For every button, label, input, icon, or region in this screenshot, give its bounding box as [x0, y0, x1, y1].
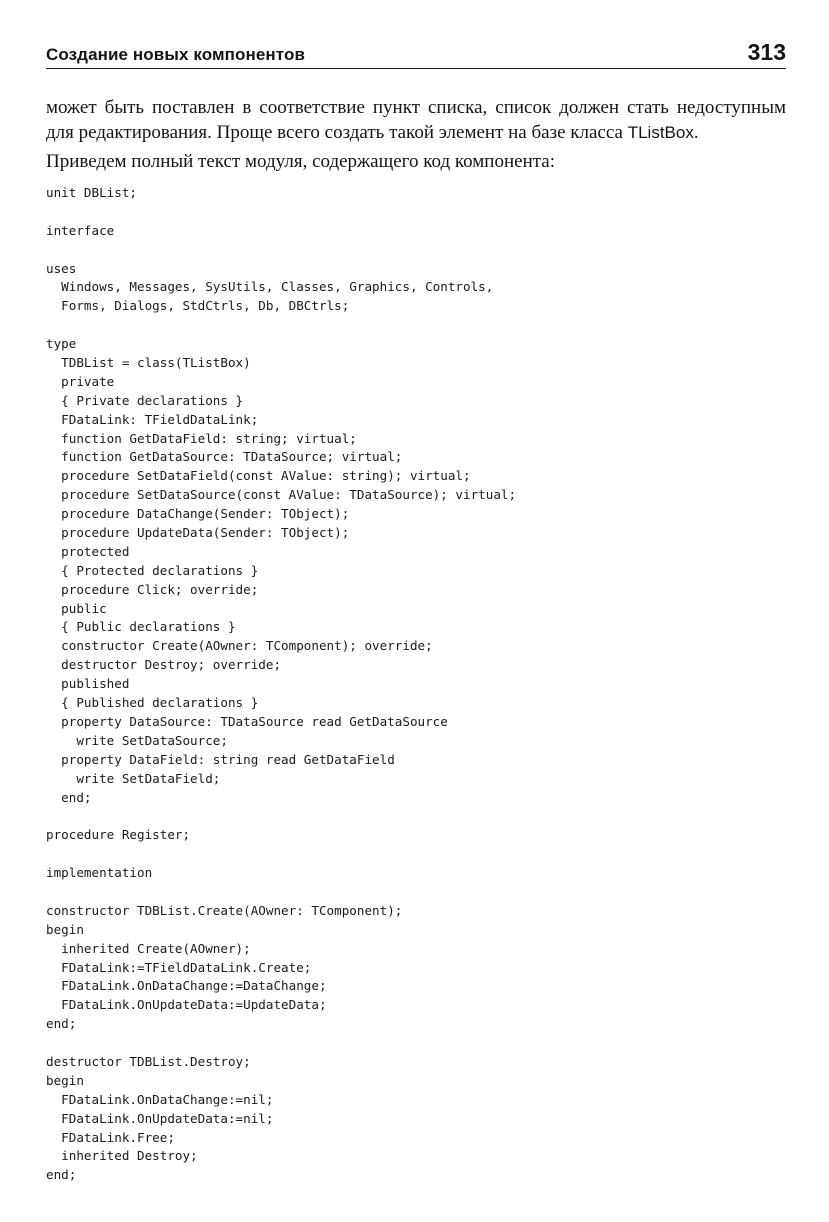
code-line: protected	[46, 543, 130, 559]
code-line: procedure DataChange(Sender: TObject);	[46, 506, 350, 522]
code-line	[46, 316, 786, 335]
code-line	[46, 203, 786, 222]
code-line: write SetDataField;	[46, 770, 221, 786]
code-line: constructor Create(AOwner: TComponent); override;	[46, 638, 433, 654]
code-line	[46, 883, 786, 902]
code-line	[46, 241, 786, 260]
paragraph: Приведем полный текст модуля, содержащего код компонента:	[46, 151, 555, 172]
code-line: property DataField: string read GetDataField	[46, 751, 395, 767]
paragraph-end: .	[693, 122, 699, 143]
page-number: 313	[747, 39, 786, 65]
code-line: end;	[46, 1167, 77, 1183]
code-line: property DataSource: TDataSource read GetDataSource	[46, 713, 448, 729]
code-line: { Published declarations }	[46, 695, 259, 711]
paragraph	[46, 95, 786, 145]
code-line: begin	[46, 921, 84, 937]
chapter-title: Создание новых компонентов	[46, 45, 306, 64]
code-line: procedure SetDataField(const AValue: string); virtual;	[46, 468, 471, 484]
code-line: function GetDataField: string; virtual;	[46, 430, 357, 446]
code-line: unit DBList;	[46, 185, 137, 200]
code-line: Windows, Messages, SysUtils, Classes, Graphics, Controls,	[46, 279, 494, 295]
code-line: uses	[46, 260, 77, 276]
code-line: TDBList = class(TListBox)	[46, 355, 251, 371]
code-line: procedure UpdateData(Sender: TObject);	[46, 525, 350, 541]
code-line: function GetDataSource: TDataSource; virtual;	[46, 449, 403, 465]
class-name: TListBox	[627, 123, 694, 142]
code-line: FDataLink:=TFieldDataLink.Create;	[46, 959, 312, 975]
code-line: inherited Create(AOwner);	[46, 940, 251, 956]
code-line: { Public declarations }	[46, 619, 236, 635]
code-line: FDataLink.OnDataChange:=DataChange;	[46, 978, 327, 994]
code-line: private	[46, 373, 115, 389]
paragraph-text: может быть поставлен в соответствие пункт списка, список должен стать недоступным для редактирования. Проще всего создать такой элемент на базе класса	[46, 97, 786, 143]
code-line: { Protected declarations }	[46, 562, 259, 578]
code-line: procedure SetDataSource(const AValue: TDataSource); virtual;	[46, 487, 517, 503]
code-line: Forms, Dialogs, StdCtrls, Db, DBCtrls;	[46, 298, 350, 314]
code-line: procedure Click; override;	[46, 581, 259, 597]
code-line: write SetDataSource;	[46, 732, 228, 748]
code-line: destructor TDBList.Destroy;	[46, 1053, 251, 1069]
code-line: destructor Destroy; override;	[46, 657, 282, 673]
code-line: end;	[46, 1016, 77, 1032]
code-listing	[46, 184, 786, 1185]
code-line: FDataLink.Free;	[46, 1129, 175, 1145]
code-line: FDataLink.OnDataChange:=nil;	[46, 1091, 274, 1107]
code-line: FDataLink.OnUpdateData:=nil;	[46, 1110, 274, 1126]
code-line: public	[46, 600, 107, 616]
code-line: FDataLink: TFieldDataLink;	[46, 411, 259, 427]
code-line: { Private declarations }	[46, 392, 244, 408]
code-line: FDataLink.OnUpdateData:=UpdateData;	[46, 997, 327, 1013]
code-line: procedure Register;	[46, 827, 191, 843]
code-line: constructor TDBList.Create(AOwner: TComponent);	[46, 902, 403, 918]
code-line: published	[46, 676, 130, 692]
code-line	[46, 1034, 786, 1053]
code-line: inherited Destroy;	[46, 1148, 198, 1164]
code-line: interface	[46, 222, 115, 238]
running-header	[46, 40, 786, 69]
body-text	[46, 95, 786, 174]
code-line	[46, 845, 786, 864]
code-line: begin	[46, 1072, 84, 1088]
code-line: end;	[46, 789, 92, 805]
code-line: implementation	[46, 865, 153, 881]
code-line	[46, 807, 786, 826]
code-line: type	[46, 336, 77, 352]
